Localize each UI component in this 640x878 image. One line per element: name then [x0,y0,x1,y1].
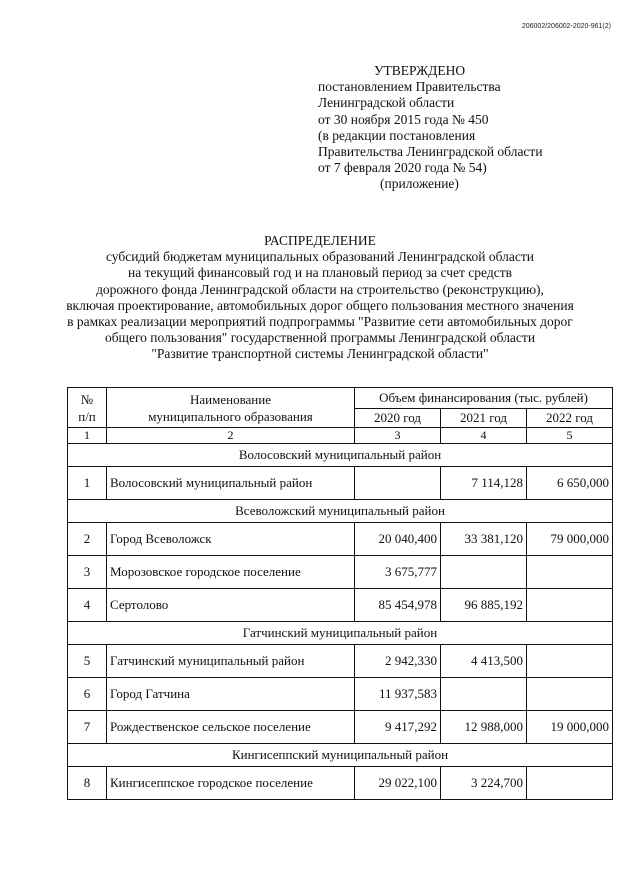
amount-2022-cell [527,645,613,678]
municipality-name-cell: Город Гатчина [107,678,355,711]
amount-2021-cell: 3 224,700 [441,767,527,800]
amount-2022-cell [527,678,613,711]
table-row [68,556,613,589]
approval-tail: (приложение) [380,176,459,192]
header-name: Наименование муниципального образования [107,388,355,428]
row-number-cell: 7 [68,711,107,744]
approval-line: от 7 февраля 2020 года № 54) [318,160,487,176]
amount-2022-cell: 6 650,000 [527,467,613,500]
approval-line: постановлением Правительства [318,79,501,95]
table-row [68,678,613,711]
title-heading: РАСПРЕДЕЛЕНИЕ [264,233,376,248]
district-name: Гатчинский муниципальный район [68,622,613,645]
district-row [68,622,613,645]
title-line: общего пользования" государственной программы Ленинградской области [104,330,536,346]
district-row [68,500,613,523]
amount-2020-cell: 3 675,777 [355,556,441,589]
row-number-cell: 6 [68,678,107,711]
approval-line: (в редакции постановления [318,127,476,143]
document-title [0,233,640,363]
municipality-name-cell: Кингисеппское городское поселение [107,767,355,800]
amount-2020-cell: 2 942,330 [355,645,441,678]
header-year-2022: 2022 год [527,409,613,428]
row-number-cell: 8 [68,767,107,800]
table-row [68,467,613,500]
col-number: 4 [441,428,527,444]
amount-2022-cell [527,556,613,589]
title-line: включая проектирование, автомобильных дорог общего пользования местного значения [66,297,574,313]
row-number-cell: 1 [68,467,107,500]
municipality-name-cell: Город Всеволожск [107,523,355,556]
district-name: Волосовский муниципальный район [68,444,613,467]
amount-2020-cell: 9 417,292 [355,711,441,744]
table-row [68,645,613,678]
row-number-cell: 2 [68,523,107,556]
title-line: дорожного фонда Ленинградской области на строительство (реконструкцию), [96,281,544,297]
district-name: Кингисеппский муниципальный район [68,744,613,767]
title-line: на текущий финансовый год и на плановый период за счет средств [128,265,512,281]
col-number: 1 [68,428,107,444]
amount-2022-cell: 19 000,000 [527,711,613,744]
district-row [68,444,613,467]
table-row [68,523,613,556]
col-number: 2 [107,428,355,444]
amount-2021-cell: 33 381,120 [441,523,527,556]
header-year-2020: 2020 год [355,409,441,428]
amount-2020-cell: 11 937,583 [355,678,441,711]
approval-block [318,63,543,193]
amount-2020-cell: 29 022,100 [355,767,441,800]
title-line: в рамках реализации мероприятий подпрограммы "Развитие сети автомобильных дорог [67,314,573,330]
amount-2022-cell: 79 000,000 [527,523,613,556]
amount-2022-cell [527,589,613,622]
amount-2021-cell: 4 413,500 [441,645,527,678]
amount-2021-cell: 12 988,000 [441,711,527,744]
header-funding: Объем финансирования (тыс. рублей) [355,388,613,409]
amount-2021-cell [441,556,527,589]
amount-2020-cell: 20 040,400 [355,523,441,556]
approval-line: Правительства Ленинградской области [318,144,543,160]
title-line: "Развитие транспортной системы Ленинградской области" [151,346,489,362]
row-number-cell: 3 [68,556,107,589]
amount-2021-cell: 96 885,192 [441,589,527,622]
header-year-2021: 2021 год [441,409,527,428]
col-number: 3 [355,428,441,444]
municipality-name-cell: Сертолово [107,589,355,622]
title-line: субсидий бюджетам муниципальных образований Ленинградской области [105,249,535,265]
table-row [68,711,613,744]
table-row [68,767,613,800]
amount-2021-cell: 7 114,128 [441,467,527,500]
municipality-name-cell: Волосовский муниципальный район [107,467,355,500]
approval-line: от 30 ноября 2015 года № 450 [318,111,489,127]
municipality-name-cell: Гатчинский муниципальный район [107,645,355,678]
amount-2020-cell [355,467,441,500]
district-row [68,744,613,767]
header-num: № п/п [68,388,107,428]
row-number-cell: 5 [68,645,107,678]
funding-table [67,387,613,800]
approval-line: Ленинградской области [318,95,455,111]
amount-2022-cell [527,767,613,800]
amount-2021-cell [441,678,527,711]
municipality-name-cell: Рождественское сельское поселение [107,711,355,744]
district-name: Всеволожский муниципальный район [68,500,613,523]
col-number: 5 [527,428,613,444]
document-id: 206002/206002-2020-961(2) [521,23,611,30]
municipality-name-cell: Морозовское городское поселение [107,556,355,589]
amount-2020-cell: 85 454,978 [355,589,441,622]
approval-heading: УТВЕРЖДЕНО [374,63,466,78]
row-number-cell: 4 [68,589,107,622]
table-row [68,589,613,622]
